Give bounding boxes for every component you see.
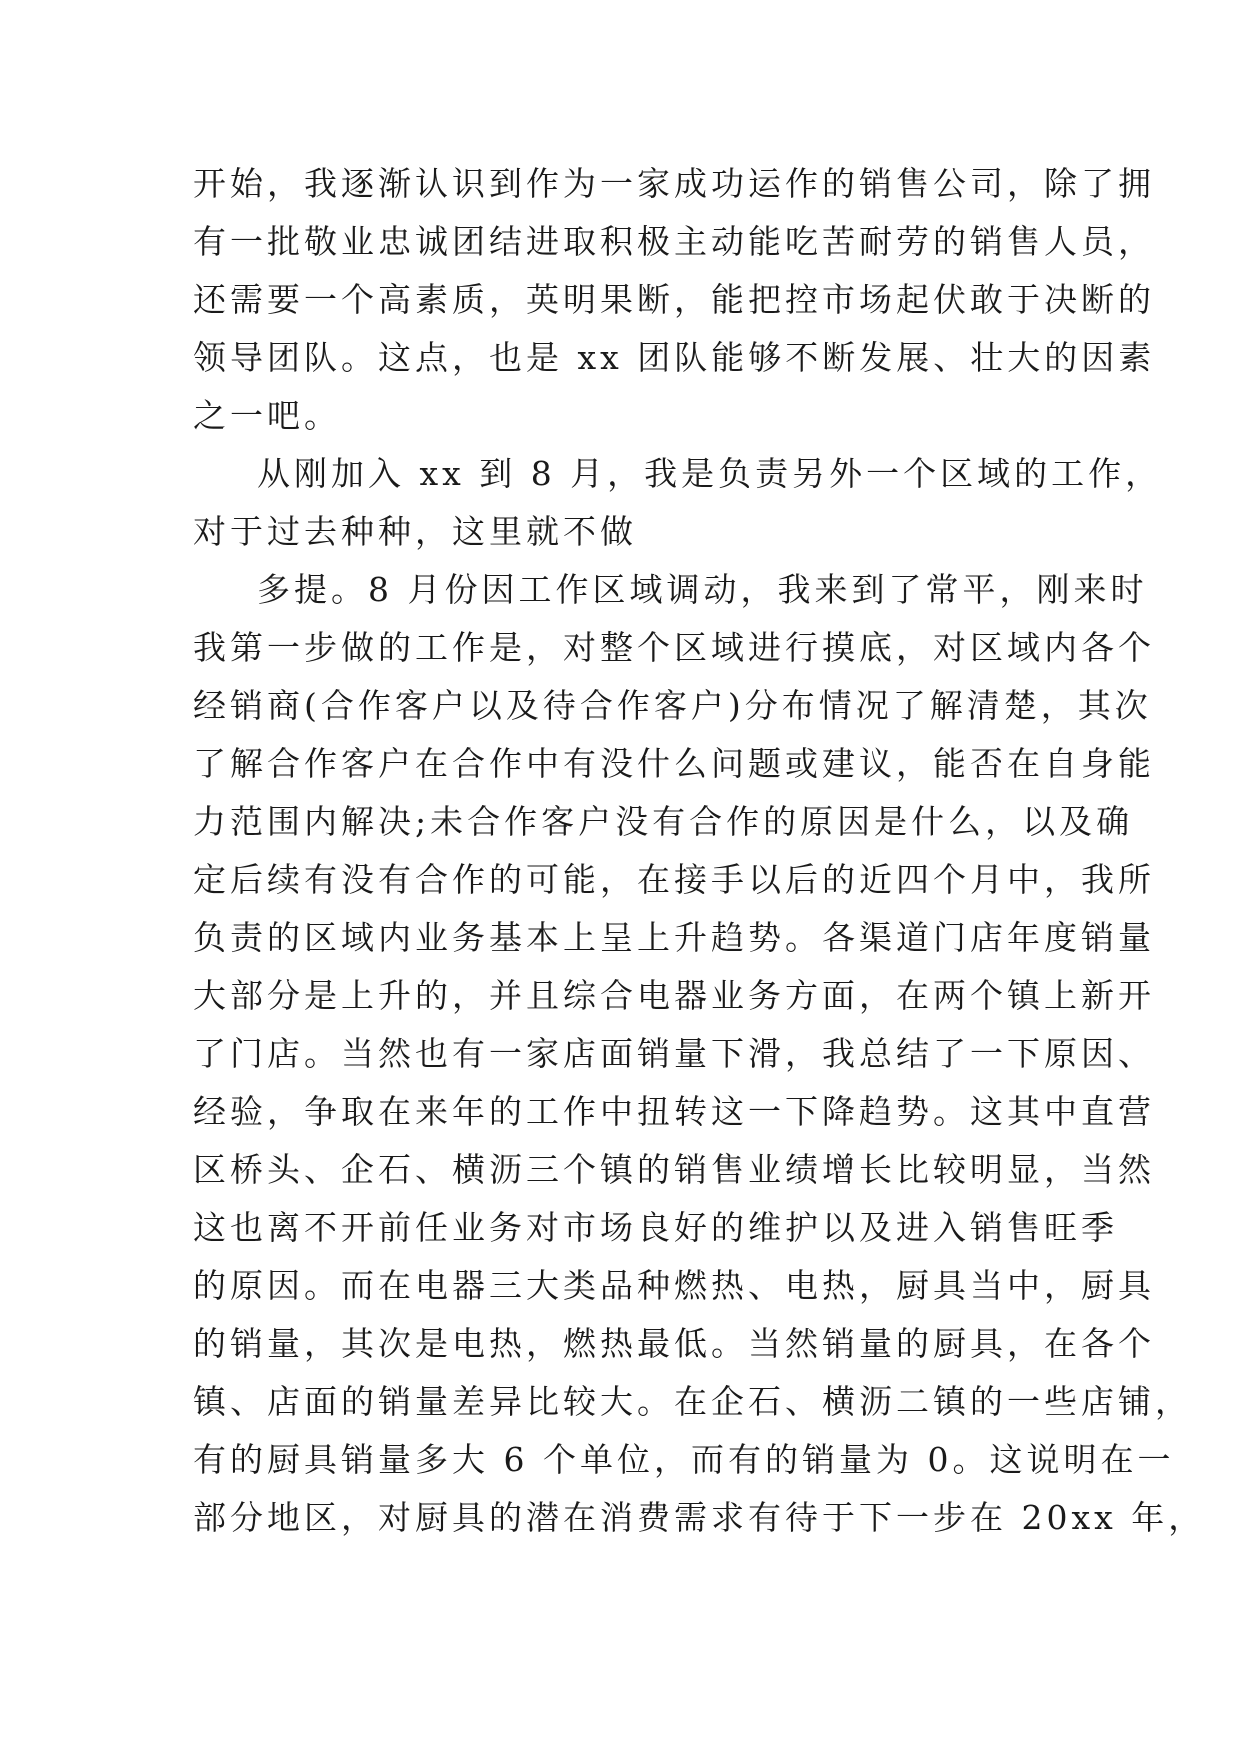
text-line: 我第一步做的工作是，对整个区域进行摸底，对区域内各个	[193, 628, 1155, 667]
text-line: 负责的区域内业务基本上呈上升趋势。各渠道门店年度销量	[193, 918, 1155, 957]
text-line: 了门店。当然也有一家店面销量下滑，我总结了一下原因、	[193, 1034, 1155, 1073]
text-line: 定后续有没有合作的可能，在接手以后的近四个月中，我所	[193, 860, 1155, 899]
text-line: 镇、店面的销量差异比较大。在企石、横沥二镇的一些店铺，	[193, 1382, 1192, 1421]
text-line: 大部分是上升的，并且综合电器业务方面，在两个镇上新开	[193, 976, 1155, 1015]
text-line: 力范围内解决;未合作客户没有合作的原因是什么，以及确	[193, 802, 1134, 841]
text-line: 还需要一个高素质，英明果断，能把控市场起伏敢于决断的	[193, 280, 1155, 319]
text-line: 开始，我逐渐认识到作为一家成功运作的销售公司，除了拥	[193, 164, 1155, 203]
text-line: 部分地区，对厨具的潜在消费需求有待于下一步在 20xx 年，	[193, 1498, 1206, 1537]
text-line: 这也离不开前任业务对市场良好的维护以及进入销售旺季	[193, 1208, 1118, 1247]
text-line: 经销商(合作客户以及待合作客户)分布情况了解清楚，其次	[193, 686, 1152, 725]
paragraph-first-line: 多提。8 月份因工作区域调动，我来到了常平，刚来时	[257, 570, 1148, 609]
text-line: 了解合作客户在合作中有没什么问题或建议，能否在自身能	[193, 744, 1155, 783]
text-line: 对于过去种种，这里就不做	[193, 512, 637, 551]
text-line: 有的厨具销量多大 6 个单位，而有的销量为 0。这说明在一	[193, 1440, 1175, 1479]
text-line: 领导团队。这点，也是 xx 团队能够不断发展、壮大的因素	[193, 338, 1156, 377]
text-line: 之一吧。	[193, 396, 341, 435]
text-line: 区桥头、企石、横沥三个镇的销售业绩增长比较明显，当然	[193, 1150, 1155, 1189]
text-line: 的原因。而在电器三大类品种燃热、电热，厨具当中，厨具	[193, 1266, 1155, 1305]
text-line: 有一批敬业忠诚团结进取积极主动能吃苦耐劳的销售人员，	[193, 222, 1155, 261]
body-text	[193, 155, 1206, 1547]
paragraph-first-line: 从刚加入 xx 到 8 月，我是负责另外一个区域的工作，	[257, 454, 1163, 493]
text-line: 的销量，其次是电热，燃热最低。当然销量的厨具，在各个	[193, 1324, 1155, 1363]
text-line: 经验，争取在来年的工作中扭转这一下降趋势。这其中直营	[193, 1092, 1155, 1131]
